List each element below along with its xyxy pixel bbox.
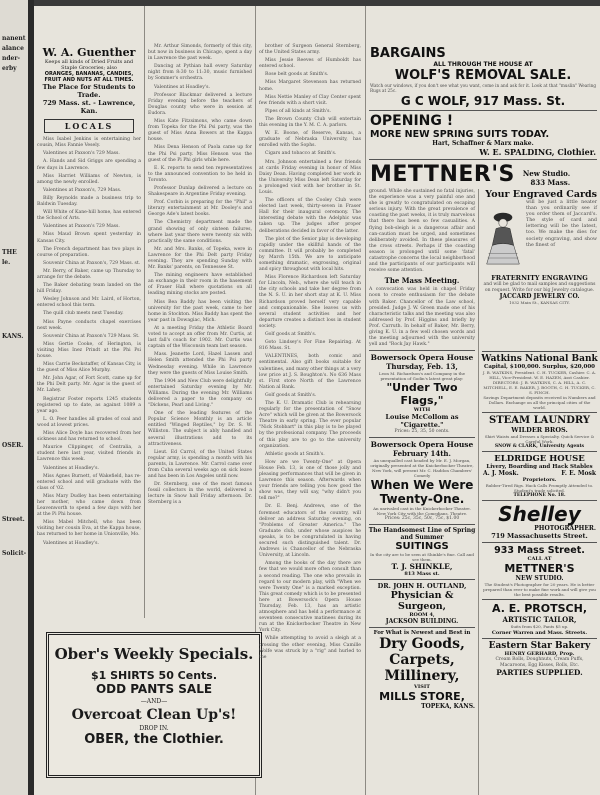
news-item: Lieut. Ed Carrol, of the United States regular army, is spending a month with his parents, in Lawrence. Mr. Carrol came over from Cuba several weeks ago on sick leave and has been in Los Angeles until now.	[148, 449, 252, 480]
twenty-one-note: An unrivaled cast in the Knickerbocker Theatre. New York City with the Comedians. Theatre.	[373, 506, 471, 517]
divider	[369, 524, 475, 525]
news-item: W. E. Boone, of Reserve, Kansas, a graduate of Nebraska University, has enrolled with the Sophs.	[259, 131, 361, 149]
prices: Prices: 25, 35, 50 cents.	[394, 429, 450, 435]
ober-ad	[46, 632, 262, 778]
news-item: The mining engineers have established an exchange in their room in the basement of Fraser Hall where quotations on all leading mining stocks are posted.	[148, 273, 252, 297]
ober-and: —AND—	[140, 698, 168, 705]
news-items	[256, 44, 364, 661]
news-item: Miss Mary Dudley has been entertaining her mother, who came down from Leavenworth to spend a few days with her at the Pi Phi house.	[37, 493, 141, 518]
news-item: Wesley Johnson and Mr. Laird, of Horton, entered school this term.	[37, 297, 141, 309]
news-item: Mr. Arthur Simonds, formerly of this city, but now in business in Chicago, spent a day in Lawrence the past week.	[148, 44, 252, 62]
outland-name: DR. JOHN H. OUTLAND,	[377, 582, 467, 591]
wolf-note: Watch our windows, if you don't see what you want, come in and ask for it. Look at that "muslin" Wearing Rugs at 25c.	[370, 83, 596, 93]
column-5-lower	[479, 349, 600, 795]
wolf-ad	[366, 46, 600, 108]
outland-ad	[366, 582, 478, 625]
news-item: The quill club meets next Tuesday.	[43, 311, 124, 317]
engraved-foot: and will be glad to mail samples and suggestions on request. Write for our big Jewelry catalogue.	[483, 282, 596, 293]
column-3	[256, 6, 364, 795]
news-item: The officers of the Cooley Club were elected last week, thirty-seven in Fraser Hall for their inaugural ceremony. The interesting debate with the Adelphic was taken up. The judges after proper deliberations decided in favor of the latter.	[259, 198, 361, 234]
parties-supplied: PARTIES SUPPLIED.	[496, 668, 583, 678]
news-item: VALENTINES, both comic and sentimental. Also gift books suitable for valentines, and many other things at a very low price at J. S. Boughton's. No 636 Mass st. First store North of the Lawrence Nation al Bank.	[259, 354, 361, 390]
call-label: CALL AT	[527, 556, 552, 562]
bowersock-ad-2	[366, 440, 478, 522]
news-item: Miss Kate Fitzsimons, who came down from Topeka for the Phi Psi party, was the guest of Miss Anna Bowers at the Kappa house.	[148, 119, 252, 143]
divider	[369, 627, 475, 628]
news-item: The K. U. Dramatic Club is rehearsing regularly for the presentation of "Snow Acre" which will be given at the Bowersock Theatre in early spring. The ever popular "Nick Stobbart" in this play is to be played by the professional company. The proceeds of this play are to go to the university organization.	[259, 400, 361, 449]
eldridge-prop: Proprietors.	[522, 477, 557, 483]
news-item: The French department has two plays in course of preparation.	[37, 246, 141, 258]
bowersock-date: Thursday, Feb. 13,	[386, 362, 458, 372]
guenther-line: The Place for Students to Trade.	[42, 83, 136, 100]
watkins-capital: Capital, $100,000. Surplus, $20,000	[483, 364, 596, 370]
news-item: Pipes of all kinds at Smith's.	[265, 108, 331, 114]
column-1	[34, 6, 144, 616]
strip-fragment: alance	[2, 45, 24, 52]
mills-store: MILLS STORE,	[379, 690, 465, 704]
mettner-studio-block	[523, 169, 570, 187]
news-item: Billy Reynolds made a business trip to Baldwin Tuesday.	[37, 195, 141, 208]
strip-fragment: Solicit-	[2, 550, 27, 557]
news-item: ground. While she sustained no fatal injuries, the experience was a very painful one and she is greatly to congratulated on escaping serious injury. With the great prevalence of coasting the past weeks, it is truly marvelous that there has been so few casualities. A flying bob-sleigh is a dangerous affair and can-caution must be urged, and sometimes deliberately avoided. In these pleasures of the cross streets. Perhaps if the coasting season is prolonged until some 'fatal' catastrophe concerns the local neighborhood and the participants of our participants will receive some attention.	[369, 189, 475, 274]
divider	[482, 500, 597, 501]
divider	[369, 579, 475, 580]
news-item: Miss Payne conducts chapel exercises next week.	[37, 319, 141, 331]
eldridge-note: Rubber-Tired Rigs. Hack Calls Promptly Attended to. Student's trade solicited.	[485, 483, 594, 493]
strip-fragment: OSER.	[2, 442, 24, 449]
mills-visit: VISIT	[414, 684, 430, 691]
eldridge-proprietors	[479, 470, 600, 477]
news-item: The plot of the Senior play is developing rapidly under the skillful hands of the committee. It will probably be completed by March 15th. We are to anticipate something dramatic, engrossing, original and spicy throughout with local hits.	[259, 236, 361, 273]
news-item: Registrar Foster reports 1245 students registered up to date, as against 1089 a year ago.	[37, 396, 141, 414]
mettner-studio-title: METTNER'S	[504, 562, 575, 575]
eastern-note: Cream Rolls, Doughnuts, Cream Puffs, Macaroons, Egg Kisses, Rolls, Etc.	[495, 657, 584, 668]
ober-title: Ober's Weekly Specials.	[54, 645, 254, 663]
news-item: Miss Dena Henson of Paola came up for the Phi Psi party. Miss Henson was the guest of the Pi Phi girls while here.	[148, 145, 252, 163]
news-item: Miss Nettie Manley of Clay Center spent few friends with a short visit.	[259, 94, 361, 106]
jaccard-ad	[479, 189, 600, 306]
news-item: Professor Dunlap delivered a lecture on Shakespeare in Argentine Friday evening.	[148, 185, 252, 198]
top-right-ads	[366, 6, 600, 187]
news-item: Miss Agnes Burnett, of Wakefield, has re-entered school and will graduate with the class of '02.	[37, 473, 141, 491]
mills-ad	[366, 630, 478, 710]
steam-note: Shirt Waists and Dresses a Specialty. Quick Service & Careful Work.	[484, 434, 595, 444]
news-item: brother of Surgeon General Sternberg, of the United States army.	[259, 44, 361, 56]
news-item: Miss Jessie Reeves of Humboldt has entered school.	[259, 58, 361, 70]
eldridge-phone: TELEPHONE No. 18.	[513, 493, 566, 498]
watkins-title: Watkins National Bank	[481, 354, 598, 364]
bowersock-note: Leon M. Richardson's and Company in the presentation of Godin's latest great play:	[378, 371, 466, 382]
louise-label: Louise McCollom as "Cigarette."	[385, 413, 459, 430]
divider	[369, 110, 597, 111]
news-item: Golf goods at Smith's.	[265, 392, 317, 398]
news-item: Will White of Kane-hill home, has entered the School of Arts.	[37, 210, 141, 222]
ober-name: OBER, the Clothier.	[84, 732, 224, 747]
twenty-one-prices: Prices: 25c, 35c, 50c, 75c, $1.00	[384, 516, 460, 522]
mettner-sub1: New Studio.	[522, 169, 571, 178]
suitings-title: SUITINGS	[395, 541, 449, 553]
eastern-sub: HENRY GERHARD, Prop.	[504, 651, 575, 658]
news-item: Goto Lindsey's For Fine Repairing. At 816 Mass. St.	[259, 340, 361, 352]
watkins-directors: DIRECTORS: J. B. WATKINS, C. A. HILL, A. C. MITCHELL, E. E. BAKER, J. BOOTH, C. H. TUCKER, C. S. FINCH.	[483, 380, 596, 395]
news-item: Valentines at Paxson's 729 Mass.	[43, 151, 120, 157]
news-item: Valentines at Hoadley's.	[154, 84, 210, 90]
eldridge-ad	[479, 454, 600, 498]
news-item: One of the leading features of the Popular Science Monthly is an article entitled "Winged Reptiles," by Dr. S. W. Williston. The subject is ably handled and several illustrations add to its attractiveness.	[148, 411, 252, 447]
news-item: Valentines at Hoadley's.	[43, 540, 99, 546]
mills-address: TOPEKA, KANS.	[421, 703, 475, 711]
show-title: "Under Two Flags,"	[386, 381, 458, 408]
news-item: Mr. John Agar, of Fort Scott, came up for the Phi Delt party. Mr. Agar is the guest of Mr. Lahey.	[37, 376, 141, 394]
strip-fragment: Street.	[2, 516, 25, 523]
news-item: The Chemistry department made the grand showing of only sixteen failures, where last year there were twenty six with practically the same conditions.	[148, 220, 252, 244]
bowersock-note: An unequalled cast headed by Mr. E. J. Morgan, originally presented at the Knickerbocker Theatre, New York, will present Mr. C. Haddon Chambers' Comedy	[370, 458, 474, 479]
locals-list	[34, 137, 144, 546]
jaccard-address: 1032 Main St., KANSAS CITY.	[509, 300, 570, 305]
bargains-sub: ALL THROUGH THE HOUSE AT	[433, 61, 533, 68]
news-item: Golf goods at Smith's.	[265, 332, 317, 338]
news-item: A convocation was held in chapel Friday noon to create enthusiasm for the debate with Baker. Chancellor of the Law school, presided. Judge J. W. Green made one of his characteristic talks and the meeting was also addressed by Prof. Higgins and briefly by Prof. Carruth. In behalf of Baker, Mr. Berry, giving K. U. in a few well chosen words and the meeting adjourned with the university yell and "Rock Jay Hawk."	[369, 287, 475, 348]
fraternity-engraving: FRATERNITY ENGRAVING	[491, 274, 588, 282]
jaccard-name: JACCARD JEWELRY CO.	[499, 293, 580, 300]
news-item: The 1904 and New Club were delightfully entertained Saturday evening by Mr. Williams. During the evening Mr. Williams delivered a paper to the company on "Dickens, Pearl and Living."	[148, 378, 252, 409]
spring-suits: MORE NEW SPRING SUITS TODAY.	[370, 129, 550, 140]
address-933: 933 Mass Street.	[494, 545, 585, 556]
news-item: Miss Carrie Beckstaffer, of Kansas City, is the guest of Miss Alice Murphy.	[37, 362, 141, 374]
news-item: Dr. E. Benj. Andrews, one of the foremost educators of the country, will deliver an address Saturday evening, on "Problems of Greater America." The Graduate club, under whose auspices he speaks, is to be congratulated in having secured such distinguished talent. Dr. Andrews is Chancellor of the Nebraska University, at Lincoln.	[259, 504, 361, 559]
divider	[369, 350, 475, 351]
divider	[482, 599, 597, 600]
mettner-title: METTNER'S	[370, 162, 515, 187]
divider	[482, 451, 597, 452]
news-item: Miss Mabel Mitchell, who has been visiting her cousin Eva, at the Kappa house, has returned to her home in Unionville, Mo.	[37, 520, 141, 538]
news-item: Miss Bea Baddy has been visiting the university for the past week, came to her home in Stockton. Miss Baddy has spent the year past in Dowagiac, Mich.	[148, 299, 252, 323]
divider	[369, 159, 597, 160]
news-item: Valentines at Paxson's 729 Mass.	[43, 224, 120, 230]
eldridge-title: ELDRIDGE HOUSE	[494, 454, 585, 464]
mills-dry-goods: Dry Goods,	[379, 636, 465, 653]
outland-room: ROOM 4,	[409, 612, 435, 619]
news-item: Miss Isabel Jenkins is entertaining her cousin, Miss Fannie Vesely.	[37, 137, 141, 149]
protsch-ad	[479, 602, 600, 636]
news-item: Mass. Jeanette Lord, Hazel Lassen and Helen Smith attended the Phi Psi party Wednesday evening. While in Lawrence they were the guests of Miss Louise Smith.	[148, 352, 252, 376]
divider	[482, 638, 597, 639]
news-item: Miss Margaret Stevenson has returned home.	[259, 80, 361, 92]
eldridge-sub: Livery, Boarding and Hack Stables	[486, 464, 593, 470]
mass-meeting-heading: The Mass Meeting.	[384, 276, 460, 286]
twenty-one-title: When We Were Twenty-One.	[370, 478, 474, 507]
steam-sub: WILDER BROS.	[511, 426, 568, 434]
mettner-studio-ad	[479, 545, 600, 597]
with-label: WITH	[413, 407, 431, 414]
strip-fragment: le.	[2, 259, 11, 266]
news-item: Mrs. Johnson entertained a few friends at cards Friday evening in honor of Miss Daisy Dean. Having completed her work in the University Miss Dean left Saturday for a prolonged visit with her brother in St. Louis.	[259, 159, 361, 195]
news-item: Cigars and tobacco at Smith's.	[265, 151, 337, 157]
spring-sub: Hart, Schaffner & Marx make.	[432, 140, 534, 147]
suitings-head: The Handsomest Line of Spring and Summer	[368, 527, 476, 542]
news-item: Among the books of the day there are few that we would more often consult than a second reading. The one who prevails in regard to our modern play, with "When we were Twenty One" is a marked exception. This great comedy which is to be presented here at Bowersock's Opera House Thursday, Feb. 13, has an artistic atmosphere and has held a performance at seventeen consecutive matinees during its run at the Knickerbocker Theatre in New York City.	[259, 561, 361, 634]
watkins-note: Savings Department deposits received in Numbers and Dollars. Exchange on all the principal cities of the world.	[483, 395, 596, 410]
bowersock-ad-1	[366, 353, 478, 435]
strip-fragment: nder-	[2, 55, 21, 62]
adjacent-page-strip	[0, 0, 28, 795]
ober-pants: ODD PANTS SALE	[95, 682, 213, 696]
protsch-name: A. E. PROTSCH,	[491, 602, 587, 615]
news-item: Souvenir China at Paxson's 729 Mass. St.	[43, 333, 140, 339]
strip-fragment: THE	[2, 249, 17, 256]
locals-heading: LOCALS	[44, 119, 134, 133]
news-item: Miss Florence Richardson left Saturday for Lincoln, Neb., where she will teach in the city schools and take her degree from the N. S. U. in her short stay at K. U. Miss Richardson proved herself very capable and companionable. She leaves us with several student activities and her departure creates a distinct loss in student society.	[259, 275, 361, 329]
news-item: Dancing at Pythian hall every Saturday night from 8:30 to 11:30, music furnished by Sommer's orchestra.	[148, 64, 252, 82]
ober-shirts: $1 SHIRTS 50 Cents.	[90, 669, 218, 682]
mills-head: For What is Newest and Best in	[373, 630, 471, 637]
tailor-note: Suits from $20, Pants $5 up.	[510, 624, 569, 629]
strip-fragment: erby	[2, 65, 17, 72]
ober-drop: DROP IN.	[139, 725, 169, 732]
eldridge-name: F. E. Mosk	[561, 470, 596, 477]
news-item: Prof. Corbin is preparing for the "Phil" a literary entertainment at Mr. Dooley's and George Ade's latest books.	[148, 200, 252, 218]
woman-illustration-icon	[482, 202, 524, 272]
news-item: Dr. Sternberg, one of the most famous fossil collectors in the world, delivered a lecture in Snow hall Friday afternoon. Dr. Sternberg is a	[148, 482, 252, 506]
guenther-name: W. A. Guenther	[42, 46, 136, 59]
new-studio-label: NEW STUDIO.	[515, 575, 564, 582]
column-4	[366, 189, 478, 795]
engraved-title: Your Engraved Cards	[485, 189, 597, 200]
opening-title: OPENING !	[370, 113, 454, 129]
divider	[369, 437, 475, 438]
engraved-body: will be just a little neater than you ordinarily see if you order them of Jaccard's. The style of card and lettering will be the latest, too. We make the dies for society engraving, and show the finest of	[526, 200, 597, 248]
shinkle-address: 813 Mass st.	[404, 571, 440, 578]
mettner-sub2: 833 Mass.	[530, 178, 571, 187]
guenther-line: ORANGES, BANANAS, CANDIES, FRUIT AND NUTS AT ALL TIMES.	[44, 71, 134, 84]
spalding-ad	[366, 113, 600, 157]
news-item: Maurice Clippinger, of Centralia, a student here last year, visited friends in Lawrence this week.	[37, 445, 141, 463]
shinkle-name: T. J. SHINKLE,	[391, 562, 453, 572]
bowersock-date: February 14th.	[393, 449, 451, 459]
shelley-sub: PHOTOGRAPHER.	[534, 525, 596, 532]
news-item: The Brown County Club will entertain this evening in the Y. M. C. A. parlors.	[259, 116, 361, 129]
watkins-ad	[479, 354, 600, 410]
steam-agent: SNOW & CLARK, University Agents	[494, 444, 585, 449]
mills-millinery: Millinery,	[384, 668, 460, 685]
outland-title: Physician & Surgeon,	[390, 590, 454, 613]
mills-carpets: Carpets,	[389, 652, 455, 669]
strip-fragment: nanent	[2, 35, 26, 42]
divider	[482, 351, 597, 352]
ober-overcoat: Overcoat Clean Up's!	[71, 707, 237, 723]
divider	[482, 542, 597, 543]
tailor-label: ARTISTIC TAILOR,	[502, 615, 577, 624]
news-item: Professor Blackmar delivered a lecture Friday evening before the teachers of Douglas county who were in session at Eudora.	[148, 92, 252, 116]
newspaper-sheet	[34, 6, 600, 795]
news-item: Rose belt goods at Smith's.	[265, 72, 329, 78]
news-item: Miss Harriet Williams of Newton, is among the newly enrolled.	[37, 173, 141, 185]
mettner-ad	[366, 162, 600, 187]
news-item: How are we Twenty-One" at Opera House Feb. 13, is one of those jolly and pleasing performances that will be given in Lawrence this season. Afterwards when your friends are telling you how good the show was, they will say, "why didn't you tell me?"	[259, 459, 361, 502]
news-item: Miss Gertie Cooke, of Herington, is visiting Miss Inez Prindt at the Phi Psi house.	[37, 341, 141, 359]
news-item: Valentines at Paxson's, 729 Mass.	[43, 187, 122, 193]
news-item: While attempting to avoid a sleigh at a crossing the other evening, Miss Camille Wolfe was struck by a "rig" and hurled to the	[259, 636, 361, 660]
news-item: L. O. Peer handles all grades of coal and wood at lowest prices.	[37, 416, 141, 428]
news-item: Mr. Berry, of Baker, came up Thursday to arrange for the debate.	[37, 268, 141, 280]
news-item: Athletic goods at Smith's.	[265, 451, 325, 457]
news-item: Miss Maud Brown spent yesterday in Kansas City.	[37, 232, 141, 244]
news-items	[145, 44, 255, 507]
eldridge-name: A. J. Mosk.	[483, 470, 519, 477]
news-item: The Baker debating team landed on the hill Friday.	[37, 283, 141, 295]
guenther-address: 729 Mass. st. - Lawrence, Kan.	[42, 99, 136, 116]
suitings-note: In the city are to be seen at Shinkle's fine. Call and see them.	[370, 552, 474, 563]
eastern-star-ad	[479, 641, 600, 677]
shinkle-ad	[366, 527, 478, 577]
wolf-address: G C WOLF, 917 Mass. St.	[400, 94, 566, 108]
spalding-name: W. E. SPALDING, Clothier.	[479, 147, 596, 157]
shelley-address: 719 Massachusetts Street.	[491, 532, 588, 540]
news-item: Mr. and Mrs. Banks, of Topeka, were in Lawrence for the Phi Delt party Friday evening. They are spending Sunday with Mr. Banks' parents, on Tennessee St.	[148, 246, 252, 271]
steam-title: STEAM LAUNDRY	[488, 415, 591, 426]
wolf-title: WOLF'S REMOVAL SALE.	[394, 68, 572, 83]
tailor-corner: Corner Warren and Mass. Streets.	[491, 630, 588, 637]
shelley-title: Shelley	[498, 502, 581, 526]
bargains-title: BARGAINS	[370, 46, 446, 61]
news-item: E. K. reports to send ten representatives to the announced convention to be held in Toronto.	[148, 165, 252, 183]
bowersock-title: Bowersock Opera House	[370, 440, 474, 450]
divider	[482, 412, 597, 413]
steam-laundry-ad	[479, 415, 600, 449]
news-item: At a meeting Friday the Athletic Board voted to accept an offer from Mr. Curtis, at last fall's coach for 1902. Mr. Curtis was captain of the Wisconsin team last season.	[148, 325, 252, 350]
news-item: Valentines at Hoadley's.	[43, 465, 99, 471]
watkins-officers: J. B. WATKINS, President. C. H. TUCKER, Cashier. C. A. HILL, Vice-President. W. E. HAZEN, Asst Cashier.	[482, 370, 597, 380]
outland-building: JACKSON BUILDING.	[385, 618, 459, 626]
eastern-title: Eastern Star Bakery	[488, 641, 591, 652]
news-item: A. Hands and Sid Griggs are spending a few days in Lawrence.	[37, 159, 141, 171]
news-item: Souvenir China at Paxson's, 729 Mass. st.	[43, 260, 141, 266]
mettner-studio-note: The Student's Photographer for 20 years. He is better prepared than ever to make fine work and will give you the best possible results.	[483, 582, 596, 597]
bowersock-title: Bowersock Opera House	[370, 353, 474, 363]
shelley-ad	[479, 503, 600, 540]
news-item: Miss Alice Doyle has recovered from her sickness and has returned to school.	[37, 431, 141, 443]
strip-fragment: KANS.	[2, 333, 24, 340]
guenther-line: Keeps all kinds of Dried Fruits and Staple Groceries; also	[44, 59, 134, 72]
column-2	[145, 6, 255, 621]
